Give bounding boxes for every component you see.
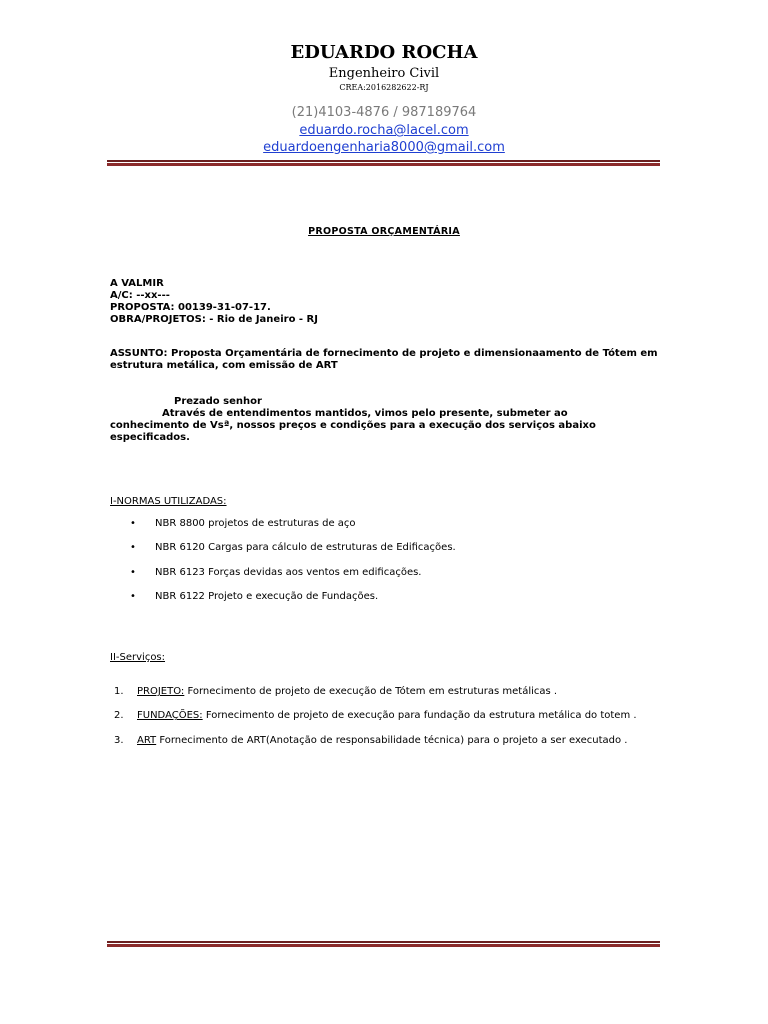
item-number: 3. xyxy=(114,734,124,746)
service-key: PROJETO: xyxy=(137,686,185,697)
bullet-icon: • xyxy=(130,566,136,578)
list-item xyxy=(130,542,456,566)
bullet-icon: • xyxy=(130,542,136,554)
bullet-icon: • xyxy=(130,518,136,529)
norm-text: NBR 6123 Forças devidas aos ventos em edificações. xyxy=(155,566,422,578)
service-text: Fornecimento de projeto de execução para fundação da estrutura metálica do totem . xyxy=(202,710,637,722)
norms-list xyxy=(130,518,456,615)
service-text: Fornecimento de projeto de execução de Tótem em estruturas metálicas . xyxy=(184,686,558,697)
addressee-block xyxy=(110,278,318,326)
email-link-secondary[interactable]: eduardoengenharia8000@gmail.com xyxy=(263,140,505,155)
proposal-number: PROPOSTA: 00139-31-07-17. xyxy=(110,302,271,313)
norms-section-title: I-NORMAS UTILIZADAS: xyxy=(110,496,227,507)
service-text: Fornecimento de ART(Anotação de responsabilidade técnica) para o projeto a ser executado . xyxy=(156,734,628,746)
item-number: 1. xyxy=(114,686,124,697)
norm-text: NBR 6122 Projeto e execução de Fundações. xyxy=(155,590,379,602)
profession: Engenheiro Civil xyxy=(328,66,440,81)
addressee-name: A VALMIR xyxy=(110,278,164,289)
norm-text: NBR 8800 projetos de estruturas de aço xyxy=(155,518,356,529)
crea-registration: CREA:2016282622-RJ xyxy=(339,83,429,92)
project-location: OBRA/PROJETOS: - Rio de Janeiro - RJ xyxy=(110,314,318,325)
service-key: FUNDAÇÕES: xyxy=(137,710,203,722)
intro-line: Através de entendimentos mantidos, vimos pelo presente, submeter ao xyxy=(162,408,568,419)
engineer-name: EDUARDO ROCHA xyxy=(290,42,478,63)
header-divider xyxy=(107,160,660,166)
letterhead xyxy=(0,40,768,156)
document-title: PROPOSTA ORÇAMENTÁRIA xyxy=(308,226,460,237)
subject-paragraph: ASSUNTO: Proposta Orçamentária de fornecimento de projeto e dimensionaamento de Tótem em estrutura metálica, com emissão de ART xyxy=(110,348,658,371)
list-item xyxy=(130,591,456,615)
bullet-icon: • xyxy=(130,590,136,602)
intro-continuation: conhecimento de Vsª, nossos preços e condições para a execução dos serviços abaixo especificados. xyxy=(110,420,596,443)
email-link-primary[interactable]: eduardo.rocha@lacel.com xyxy=(299,123,469,138)
list-item xyxy=(114,686,637,710)
attention-line: A/C: --xx--- xyxy=(110,290,170,301)
services-section-title: II-Serviços: xyxy=(110,652,166,663)
salutation: Prezado senhor xyxy=(174,396,262,407)
norm-text: NBR 6120 Cargas para cálculo de estruturas de Edificações. xyxy=(155,542,456,554)
list-item xyxy=(130,567,456,591)
phone-numbers: (21)4103-4876 / 987189764 xyxy=(291,105,477,120)
list-item xyxy=(114,735,637,759)
greeting-block xyxy=(110,396,660,444)
item-number: 2. xyxy=(114,710,124,722)
footer-divider xyxy=(107,941,660,947)
list-item xyxy=(130,518,456,542)
list-item xyxy=(114,710,637,734)
service-key: ART xyxy=(137,734,157,746)
services-list xyxy=(114,686,637,759)
